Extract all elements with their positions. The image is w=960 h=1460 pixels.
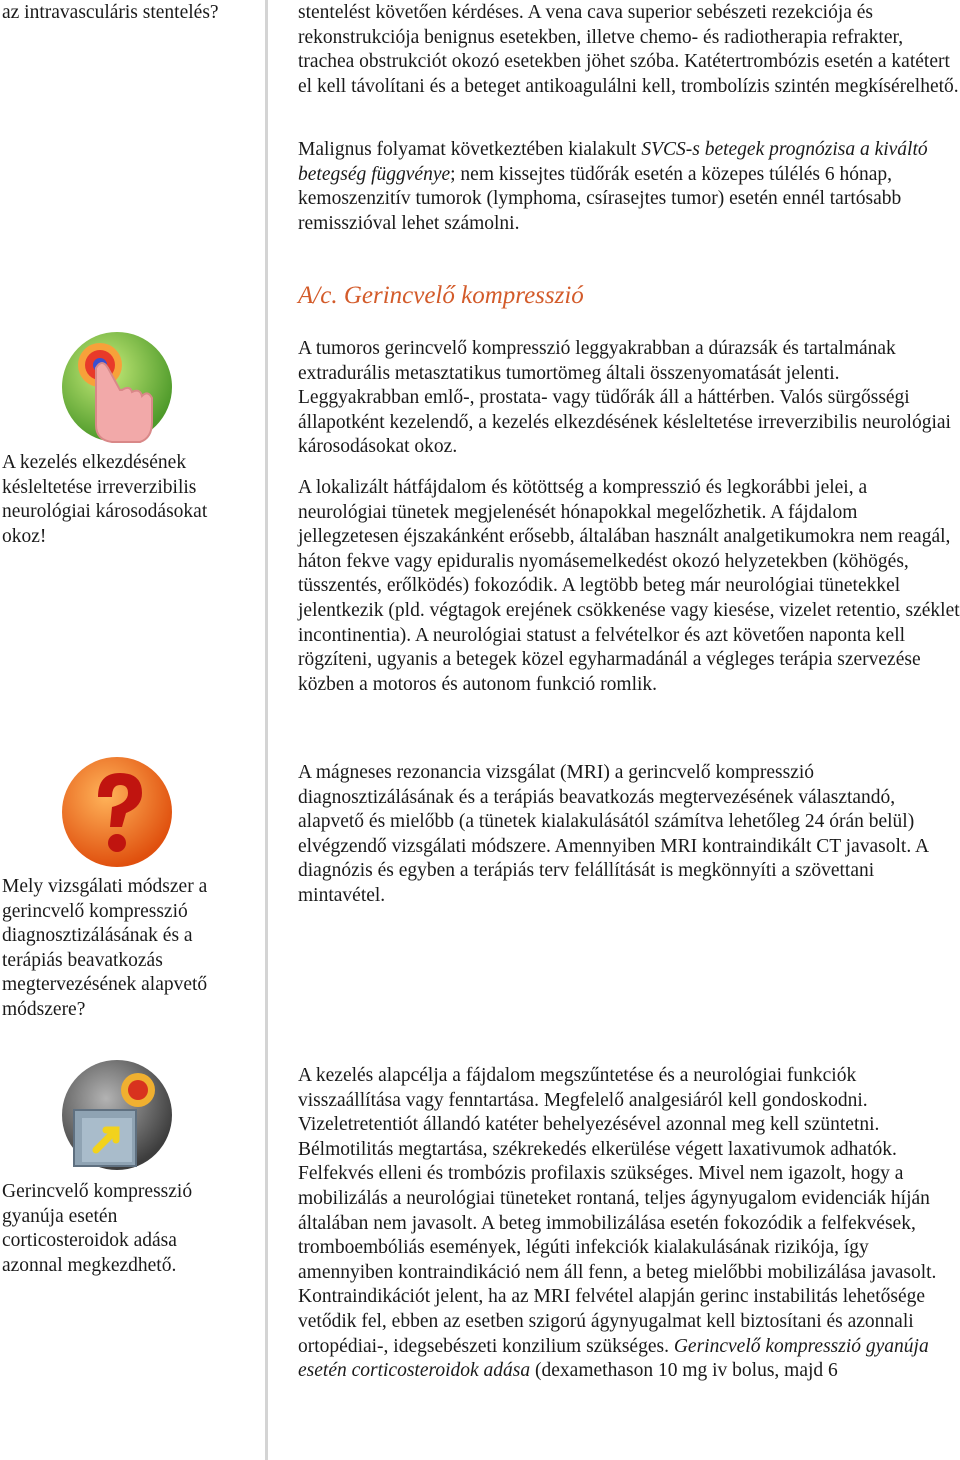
steroid-emphasis: Gerincvelő kompresszió gyanúja esetén corticosteroidok adása [298,1335,929,1382]
touch-button-icon [60,330,175,445]
paragraph-symptoms: A lokalizált hátfájdalom és kötöttség a kompresszió és legkorábbi jelei, a neurológiai tünetek megjelenését hónapokkal megelőzhetik. A fájdalom jellegzetesen éjszakánként erősebb, általában használt analgetikumokra nem reagál, háton fekve vagy epiduralis nyomásemelkedést okozó helyzetekben (köhögés, tüsszentés, erőlködés) fokozódik. A legtöbb beteg már neurológiai tünetekkel jelentkezik (pld. végtagok erejének csökkenése vagy kiesése, vizelet retentio, széklet incontinentia). A neurológiai statust a felvételkor és azt követően naponta kell rögzíteni, ugyanis a betegek közel egyharmadánál a végleges terápia szervezése közben a motoros és autonom funkció romlik. [298,477,960,695]
paragraph-svcs-prognosis: Malignus folyamat következtében kialakult SVCS-s betegek prognózisa a kiváltó betegség függvénye; nem kissejtes tüdőrák esetén a közepes túlélés 6 hónap, kemoszenzitív tumorok (lymphoma, csírasejtes tumor) esetén ennél tartósabb remisszióval lehet számolni. [298,139,928,234]
prognosis-emphasis: SVCS-s betegek prognózisa a kiváltó betegség függvénye [298,139,928,185]
question-mark-icon [60,755,175,870]
sidebar-top-question: az intravasculáris stentelés? [2,2,219,23]
section-heading: A/c. Gerincvelő kompresszió [298,282,584,309]
arrow-button-icon [60,1058,175,1173]
paragraph-definition: A tumoros gerincvelő kompresszió leggyakrabban a dúrazsák és tartalmának extradurális metasztatikus tumortömeg általi összenyomatását jelenti. Leggyakrabban emlő-, prostata- vagy tüdőrák áll a háttérben. Valós sürgősségi állapotként kezelendő, a kezelés elkezdésének késleltetése irreverzibilis neurológiai károsodásokat okoz. [298,338,951,458]
paragraph-treatment: A kezelés alapcélja a fájdalom megszűntetése és a neurológiai funkciók visszaállítása vagy fenntartása. Megfelelő analgesiáról kell gondoskodni. Vizeletretentiót állandó katéter behelyezésével azonnal meg kell szüntetni. Bélmotilitás megtartása, székrekedés elkerülése végett laxativumok adhatók. Felfekvés elleni és trombózis profilaxis szükséges. Mivel nem igazolt, hogy a mobilizálás a neurológiai tüneteket rontaná, teljes ágynyugalom evidenciák híján általában nem javasolt. A beteg immobilizálása esetén fokozódik a felfekvések, tromboembóliás események, légúti infekciók kialakulásának rizikója, így amennyiben kontraindikáció nem áll fenn, a beteg mielőbbi mobilizálása javasolt. Kontraindikációt jelent, ha az MRI felvétel alapján gerinc instabilitás lehetősége vetődik fel, ebben az esetben szigorú ágynyugalmat kell biztosítani és azonnali ortopédiai-, idegsebészeti konzilium szükséges. Gerincvelő kompresszió gyanúja esetén corticosteroidok adása (dexamethason 10 mg iv bolus, majd 6 [298,1065,937,1382]
paragraph-svcs-treatment: stentelést követően kérdéses. A vena cava superior sebészeti rezekciója és rekonstrukciója benignus esetekben, illetve chemo- és radiotherapia refrakter, trachea obstrukciót okozó esetekben jöhet szóba. Katétertrombózis esetén a katétert el kell távolítani és a beteget antikoagulálni kell, trombolízis szintén megkísérelhető. [298,2,959,97]
column-divider [265,0,268,1460]
paragraph-mri: A mágneses rezonancia vizsgálat (MRI) a gerincvelő kompresszió diagnosztizálásának és a terápiás beavatkozás megtervezésének választandó, alapvető és mielőbb (a tünetek kialakulásától számítva lehetőleg 24 órán belül) elvégzendő vizsgálati módszere. Amennyiben MRI kontraindikált CT javasolt. A diagnózis és egyben a terápiás terv felállítását is megkönnyíti a szövettani mintavétel. [298,762,929,906]
sidebar-warning-note: A kezelés elkezdésének késleltetése irreverzibilis neurológiai károsodásokat okoz! [2,452,208,547]
sidebar-question-mri: Mely vizsgálati módszer a gerincvelő kompresszió diagnosztizálásának és a terápiás beavatkozás megtervezésének alapvető módszere? [2,876,208,1020]
sidebar-steroid-note: Gerincvelő kompresszió gyanúja esetén corticosteroidok adása azonnal megkezdhető. [2,1181,193,1276]
